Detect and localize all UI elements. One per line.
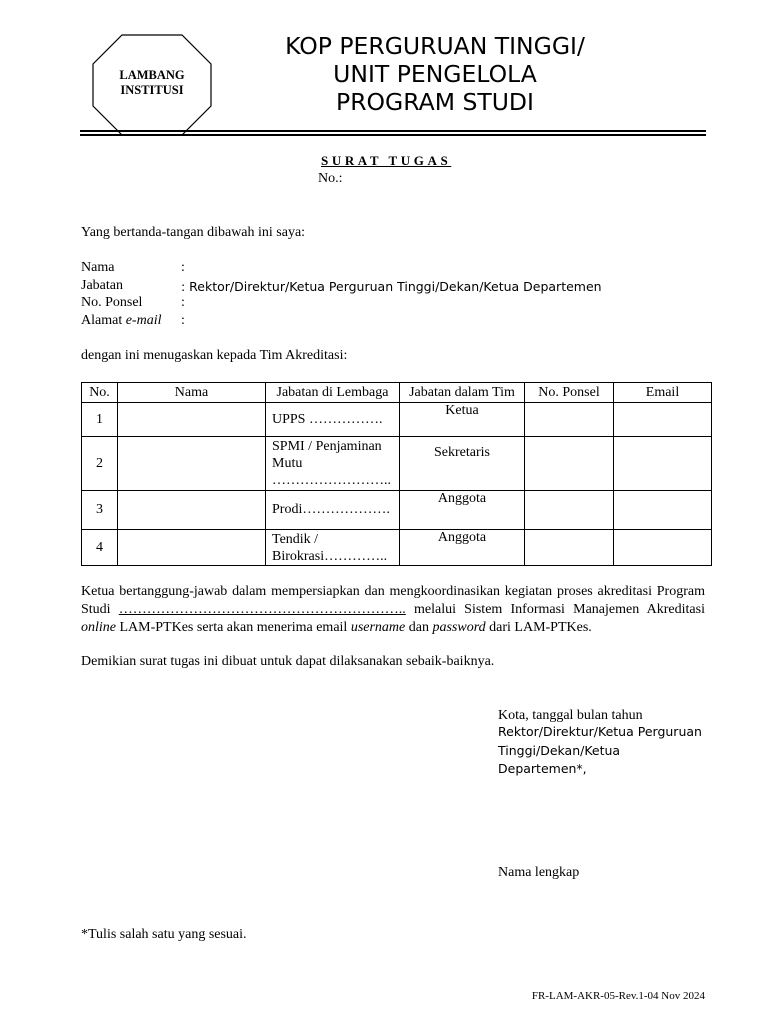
cell-ponsel [525, 437, 614, 491]
cell-ponsel [525, 403, 614, 437]
document-number-label: No.: [318, 171, 343, 186]
cell-email [614, 530, 712, 566]
paragraph-italic: username [350, 620, 406, 635]
paragraph-text: Ketua bertanggung-jawab dalam mempersiapkan dan mengkoordinasikan kegiatan proses akreditasi Program Studi [81, 584, 705, 617]
cell-no: 4 [82, 530, 118, 566]
cell-jabatan-tim: Ketua [400, 403, 525, 437]
paragraph-italic: online [81, 620, 116, 635]
cell-email [614, 403, 712, 437]
document-title: SURAT TUGAS [321, 153, 452, 168]
field-value: : [181, 260, 185, 275]
table-row [82, 491, 712, 530]
field-label-italic: e-mail [125, 312, 162, 328]
letterhead-line-2: UNIT PENGELOLA [333, 60, 537, 88]
intro-text: Yang bertanda-tangan dibawah ini saya: [81, 225, 306, 240]
column-header: Jabatan dalam Tim [400, 383, 525, 403]
field-value: : [181, 312, 185, 328]
cell-no: 1 [82, 403, 118, 437]
column-header: Nama [118, 383, 266, 403]
identity-fields [81, 259, 602, 329]
letterhead-line-3: PROGRAM STUDI [336, 88, 534, 116]
paragraph-italic: password [432, 620, 486, 635]
cell-nama [118, 491, 266, 530]
letterhead-divider-second [80, 134, 706, 136]
cell-jabatan-tim: Anggota [400, 530, 525, 566]
cell-ponsel [525, 530, 614, 566]
column-header: Email [614, 383, 712, 403]
cell-jabatan-lembaga: UPPS ……………. [266, 403, 400, 437]
footnote: *Tulis salah satu yang sesuai. [81, 927, 247, 942]
cell-nama [118, 530, 266, 566]
field-label: No. Ponsel [81, 295, 143, 310]
cell-email [614, 491, 712, 530]
cell-jabatan-lembaga: Tendik / Birokrasi………….. [266, 530, 400, 566]
letterhead-title [230, 32, 640, 116]
form-code: FR-LAM-AKR-05-Rev.1-04 Nov 2024 [531, 990, 705, 1002]
cell-no: 2 [82, 437, 118, 491]
paragraph-text: LAM-PTKes serta akan menerima email [116, 620, 351, 635]
assign-text: dengan ini menugaskan kepada Tim Akreditasi: [81, 348, 348, 363]
cell-nama [118, 437, 266, 491]
table-row [82, 530, 712, 566]
cell-jabatan-tim: Sekretaris [400, 437, 525, 491]
table-row [82, 403, 712, 437]
paragraph-text: melalui Sistem Informasi Manajemen Akreditasi [405, 602, 705, 617]
paragraph-text: dari LAM-PTKes. [485, 620, 592, 635]
cell-jabatan-lembaga: Prodi………………. [266, 491, 400, 530]
column-header: Jabatan di Lembaga [266, 383, 400, 403]
field-label: Jabatan [81, 277, 123, 293]
cell-nama [118, 403, 266, 437]
program-studi-blank: …………………………………………………….. [118, 602, 406, 617]
field-jabatan [81, 277, 602, 295]
closing-text: Demikian surat tugas ini dibuat untuk dapat dilaksanakan sebaik-baiknya. [81, 654, 495, 669]
responsibility-paragraph [81, 583, 705, 637]
column-header: No. Ponsel [525, 383, 614, 403]
signature-place-date: Kota, tanggal bulan tahun [498, 708, 643, 723]
cell-no: 3 [82, 491, 118, 530]
table-header-row [82, 383, 712, 403]
field-value: : Rektor/Direktur/Ketua Perguruan Tinggi/Dekan/Ketua Departemen [181, 278, 602, 294]
signature-position: Rektor/Direktur/Ketua Perguruan Tinggi/Dekan/Ketua Departemen*, [498, 724, 702, 776]
cell-email [614, 437, 712, 491]
letterhead-divider [80, 130, 706, 132]
field-label: Alamat [81, 312, 126, 328]
column-header: No. [82, 383, 118, 403]
cell-ponsel [525, 491, 614, 530]
field-email [81, 312, 185, 330]
logo-label: LAMBANG INSTITUSI [119, 68, 185, 97]
signature-name: Nama lengkap [498, 865, 580, 880]
field-nama [81, 259, 185, 277]
field-ponsel [81, 294, 185, 312]
paragraph-text: dan [405, 620, 433, 635]
field-label: Nama [81, 260, 115, 275]
letterhead-line-1: KOP PERGURUAN TINGGI/ [285, 32, 585, 60]
team-table [81, 382, 712, 566]
field-value: : [181, 295, 185, 310]
cell-jabatan-lembaga: SPMI / Penjaminan Mutu …………………….. [266, 437, 400, 491]
cell-jabatan-tim: Anggota [400, 491, 525, 530]
table-row [82, 437, 712, 491]
